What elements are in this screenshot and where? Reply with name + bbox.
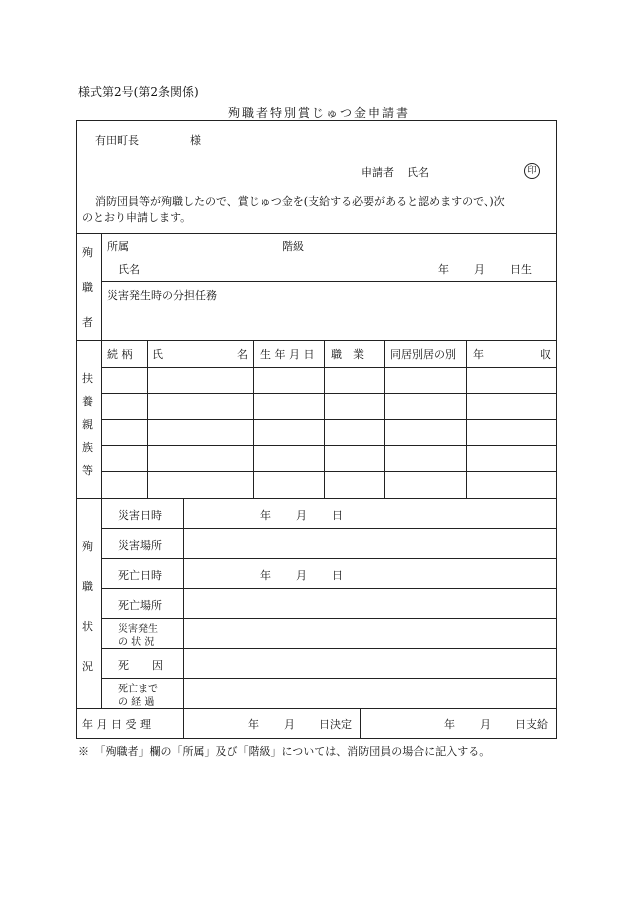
section-char: 殉 [82,246,93,259]
process-label: 死亡まで [118,684,158,695]
relation-header: 続 柄 [107,348,133,361]
cause-of-death-label: 死 [118,659,129,672]
disaster-datetime-label: 災害日時 [118,509,162,522]
affiliation-label: 所属 [107,240,129,253]
section-char: 状 [82,620,93,633]
year-label: 年 [260,509,271,522]
section-char: 扶 [82,372,93,385]
birth-year-label: 年 [438,263,449,276]
section-char: 者 [82,316,93,329]
applicant-label: 申請者 [361,166,394,179]
received-label: 年 月 日 受 理 [82,718,151,731]
income-header: 年 [473,348,484,361]
addressee: 有田町長 [95,134,139,147]
month-label: 月 [296,509,307,522]
decision-year-label: 年 [248,718,259,731]
name-label: 氏名 [118,263,140,276]
birth-day-label: 日生 [510,263,532,276]
year-label: 年 [260,569,271,582]
disaster-place-label: 災害場所 [118,539,162,552]
section-char: 等 [82,464,93,477]
section-char: 職 [82,580,93,593]
request-text-line1: 消防団員等が殉職したので、賞じゅつ金を(支給する必要があると認めますので、)次 [95,195,505,208]
section-char: 族 [82,441,93,454]
rank-label: 階級 [282,240,304,253]
payment-month-label: 月 [480,718,491,731]
decision-month-label: 月 [284,718,295,731]
day-label: 日 [332,569,343,582]
cause-of-death-label: 因 [152,659,163,672]
day-label: 日 [332,509,343,522]
decision-day-label: 日決定 [319,718,352,731]
process-label: の 経 過 [118,697,155,708]
death-place-label: 死亡場所 [118,599,162,612]
month-label: 月 [296,569,307,582]
document-title: 殉職者特別賞じゅつ金申請書 [228,106,411,120]
disaster-situation-label: の 状 況 [118,637,155,648]
name-header: 氏 [152,348,163,361]
name-header: 名 [237,348,248,361]
section-char: 況 [82,660,93,673]
payment-year-label: 年 [444,718,455,731]
income-header: 収 [540,348,551,361]
birth-month-label: 月 [474,263,485,276]
section-char: 親 [82,418,93,431]
form-number: 様式第2号(第2条関係) [78,85,199,99]
death-datetime-label: 死亡日時 [118,569,162,582]
duty-label: 災害発生時の分担任務 [107,289,217,302]
disaster-situation-label: 災害発生 [118,624,158,635]
request-text-line2: のとおり申請します。 [82,211,192,224]
applicant-name-label: 氏名 [407,166,429,179]
seal-icon: 印 [524,163,540,179]
footnote: ※ 「殉職者」欄の「所属」及び「階級」については、消防団員の場合に記入する。 [78,745,491,758]
cohabitation-header: 同居別居の別 [390,348,456,361]
section-char: 殉 [82,540,93,553]
addressee-suffix: 様 [190,134,201,147]
section-char: 養 [82,395,93,408]
payment-day-label: 日支給 [515,718,548,731]
occupation-header: 職 業 [331,348,364,361]
birthdate-header: 生 年 月 日 [260,348,315,361]
section-char: 職 [82,281,93,294]
